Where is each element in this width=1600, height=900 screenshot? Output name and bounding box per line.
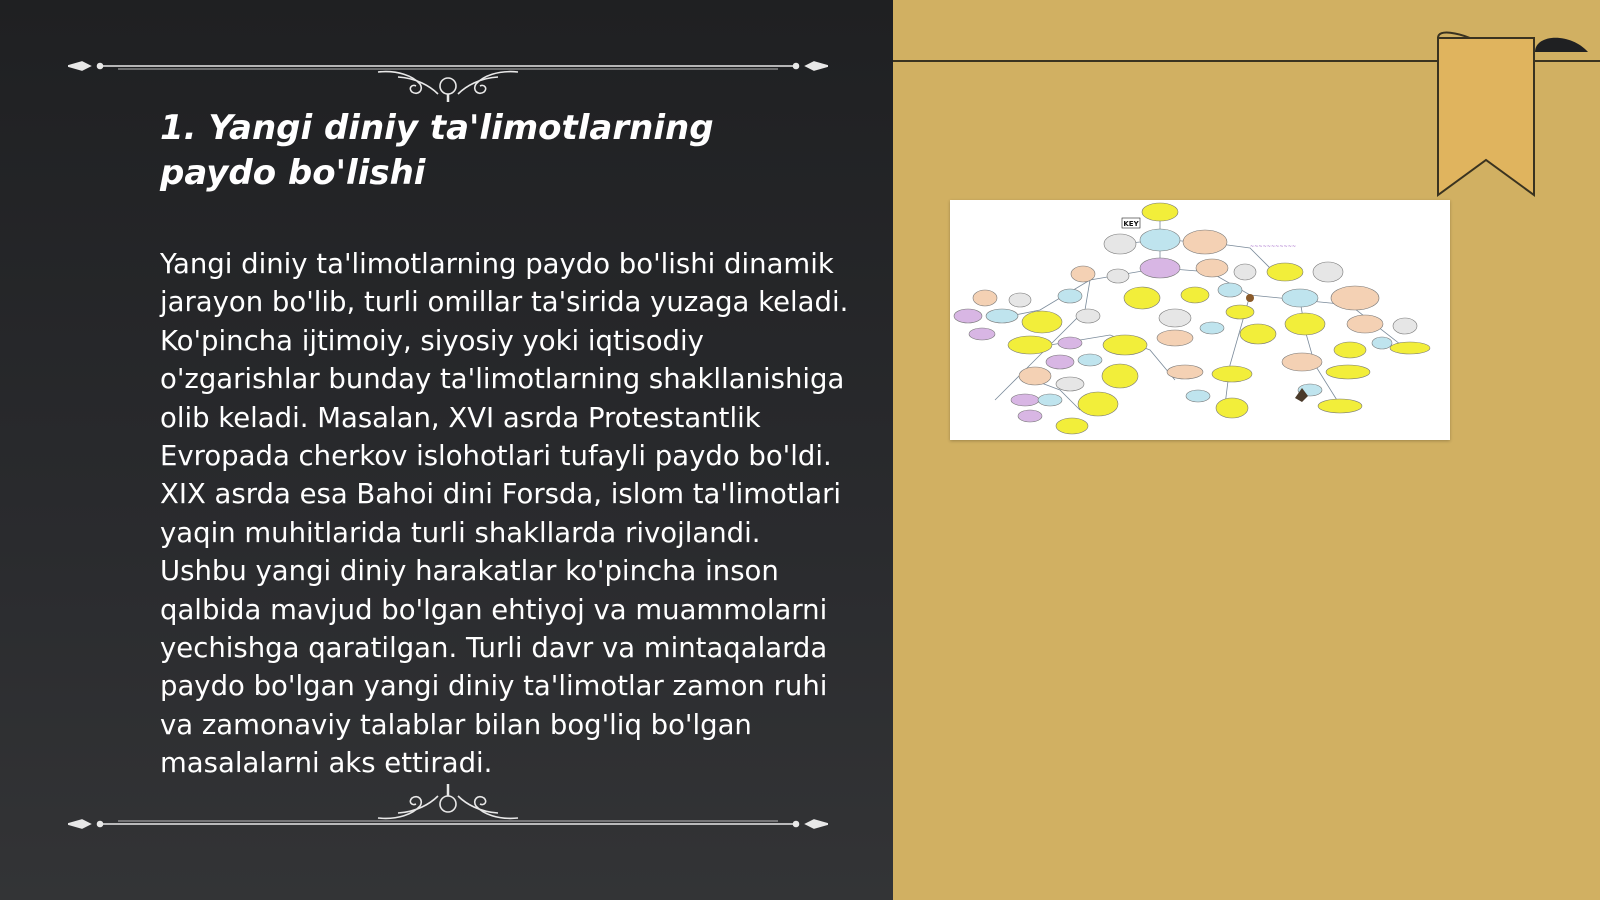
svg-text:~~~~~~~~~~~: ~~~~~~~~~~~ bbox=[1250, 244, 1297, 250]
top-ornament-divider bbox=[68, 42, 828, 102]
bookmark-ribbon-icon bbox=[1430, 30, 1590, 200]
slide-body-text: Yangi diniy ta'limotlarning paydo bo'lishi dinamik jarayon bo'lib, turli omillar ta'sirida yuzaga keladi. Ko'pincha ijtimoiy, siyosiy yoki iqtisodiy o'zgarishlar bunday ta'limotlarning shakllanishiga olib keladi. Masalan, XVI asrda Protestantlik Evropada cherkov islohotlari tufayli paydo bo'ldi. XIX asrda esa Bahoi dini Forsda, islom ta'limotlari yaqin muhitlarida turli shakllarda rivojlandi. Ushbu yangi diniy harakatlar ko'pincha inson qalbida mavjud bo'lgan ehtiyoj va muammolarni yechishga qaratilgan. Turli davr va mintaqalarda paydo bo'lgan yangi diniy ta'limotlar zamon ruhi va zamonaviy talablar bilan bog'liq bo'lgan masalalarni aks ettiradi. bbox=[160, 248, 849, 780]
bottom-ornament-divider bbox=[68, 782, 828, 842]
mind-map-image bbox=[950, 200, 1450, 440]
mind-map-key-label: KEY bbox=[1123, 220, 1139, 228]
slide-title: 1. Yangi diniy ta'limotlarning paydo bo'lishi bbox=[160, 108, 714, 193]
